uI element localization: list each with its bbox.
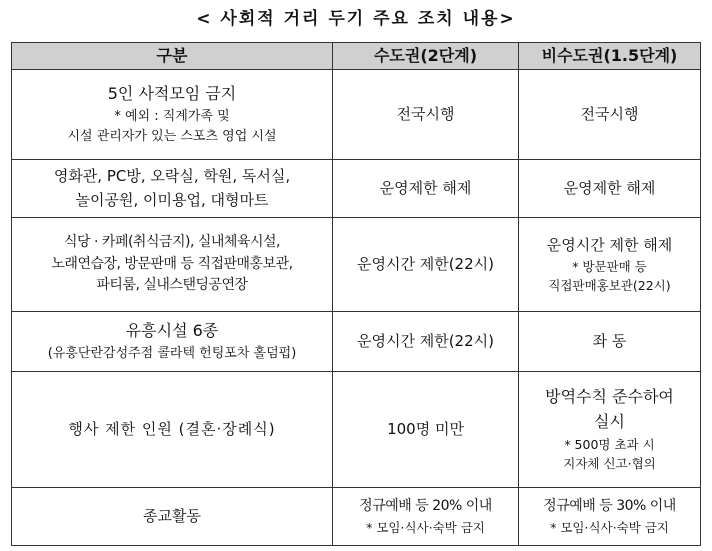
table-row [12,312,701,372]
measures-table [11,42,701,546]
category-line: 5인 사적모임 금지 [107,83,237,103]
capital-cell [333,218,519,312]
capital-line: * 모임·식사·숙박 금지 [366,519,485,535]
page-title: < 사회적 거리 두기 주요 조치 내용> [196,9,516,29]
noncapital-line: 방역수칙 준수하여 [545,387,674,407]
table-row [12,160,701,218]
noncapital-line: 지자체 신고·협의 [563,456,656,472]
capital-line: 운영시간 제한(22시) [357,331,494,350]
table-row [12,218,701,312]
capital-cell [333,312,519,372]
capital-line: 정규예배 등 20% 이내 [359,497,492,514]
category-line: 놀이공원, 이미용업, 대형마트 [75,190,269,209]
category-cell [12,488,333,546]
noncapital-cell [519,372,701,488]
category-line: 종교활동 [143,506,201,525]
header-capital-area: 수도권(2단계) [333,43,519,70]
header-non-capital-area: 비수도권(1.5단계) [519,43,701,70]
capital-cell [333,488,519,546]
noncapital-line: 전국시행 [580,104,639,123]
noncapital-line: * 모임·식사·숙박 금지 [550,519,669,535]
capital-line: 운영제한 해제 [379,178,472,197]
category-line: 시설 관리자가 있는 스포츠 영업 시설 [67,128,277,144]
category-line: 유흥시설 6종 [125,321,219,341]
noncapital-cell [519,312,701,372]
category-cell [12,372,333,488]
capital-line: 전국시행 [396,104,455,123]
capital-cell [333,70,519,160]
noncapital-line: * 방문판매 등 [572,258,647,274]
noncapital-line: 실시 [594,412,625,432]
category-cell [12,218,333,312]
category-line: 파티룸, 실내스탠딩공연장 [96,277,248,294]
category-line: 영화관, PC방, 오락실, 학원, 독서실, [53,167,291,186]
table-row [12,488,701,546]
table-row [12,70,701,160]
noncapital-cell [519,160,701,218]
capital-line: 운영시간 제한(22시) [357,254,494,273]
noncapital-line: 정규예배 등 30% 이내 [543,497,676,514]
header-category: 구분 [12,43,333,70]
category-cell [12,312,333,372]
category-cell [12,70,333,160]
noncapital-line: 좌 동 [592,331,627,350]
table-header-row [12,43,701,70]
noncapital-cell [519,70,701,160]
table-row [12,372,701,488]
category-cell [12,160,333,218]
noncapital-line: * 500명 초과 시 [564,436,655,452]
noncapital-line: 운영시간 제한 해제 [546,235,673,254]
category-line: 노래연습장, 방문판매 등 직접판매홍보관, [51,255,293,272]
capital-cell [333,372,519,488]
capital-cell [333,160,519,218]
noncapital-cell [519,218,701,312]
noncapital-line: 직접판매홍보관(22시) [548,278,671,294]
category-line: 행사 제한 인원 (결혼·장례식) [68,419,276,438]
noncapital-line: 운영제한 해제 [563,178,656,197]
category-line: (유흥단란감성주점 콜라텍 헌팅포차 홀덤펍) [47,345,297,361]
category-line: * 예외 : 직계가족 및 [114,108,230,124]
category-line: 식당 · 카페(취식금지), 실내체육시설, [64,233,280,250]
capital-line: 100명 미만 [387,419,464,438]
noncapital-cell [519,488,701,546]
